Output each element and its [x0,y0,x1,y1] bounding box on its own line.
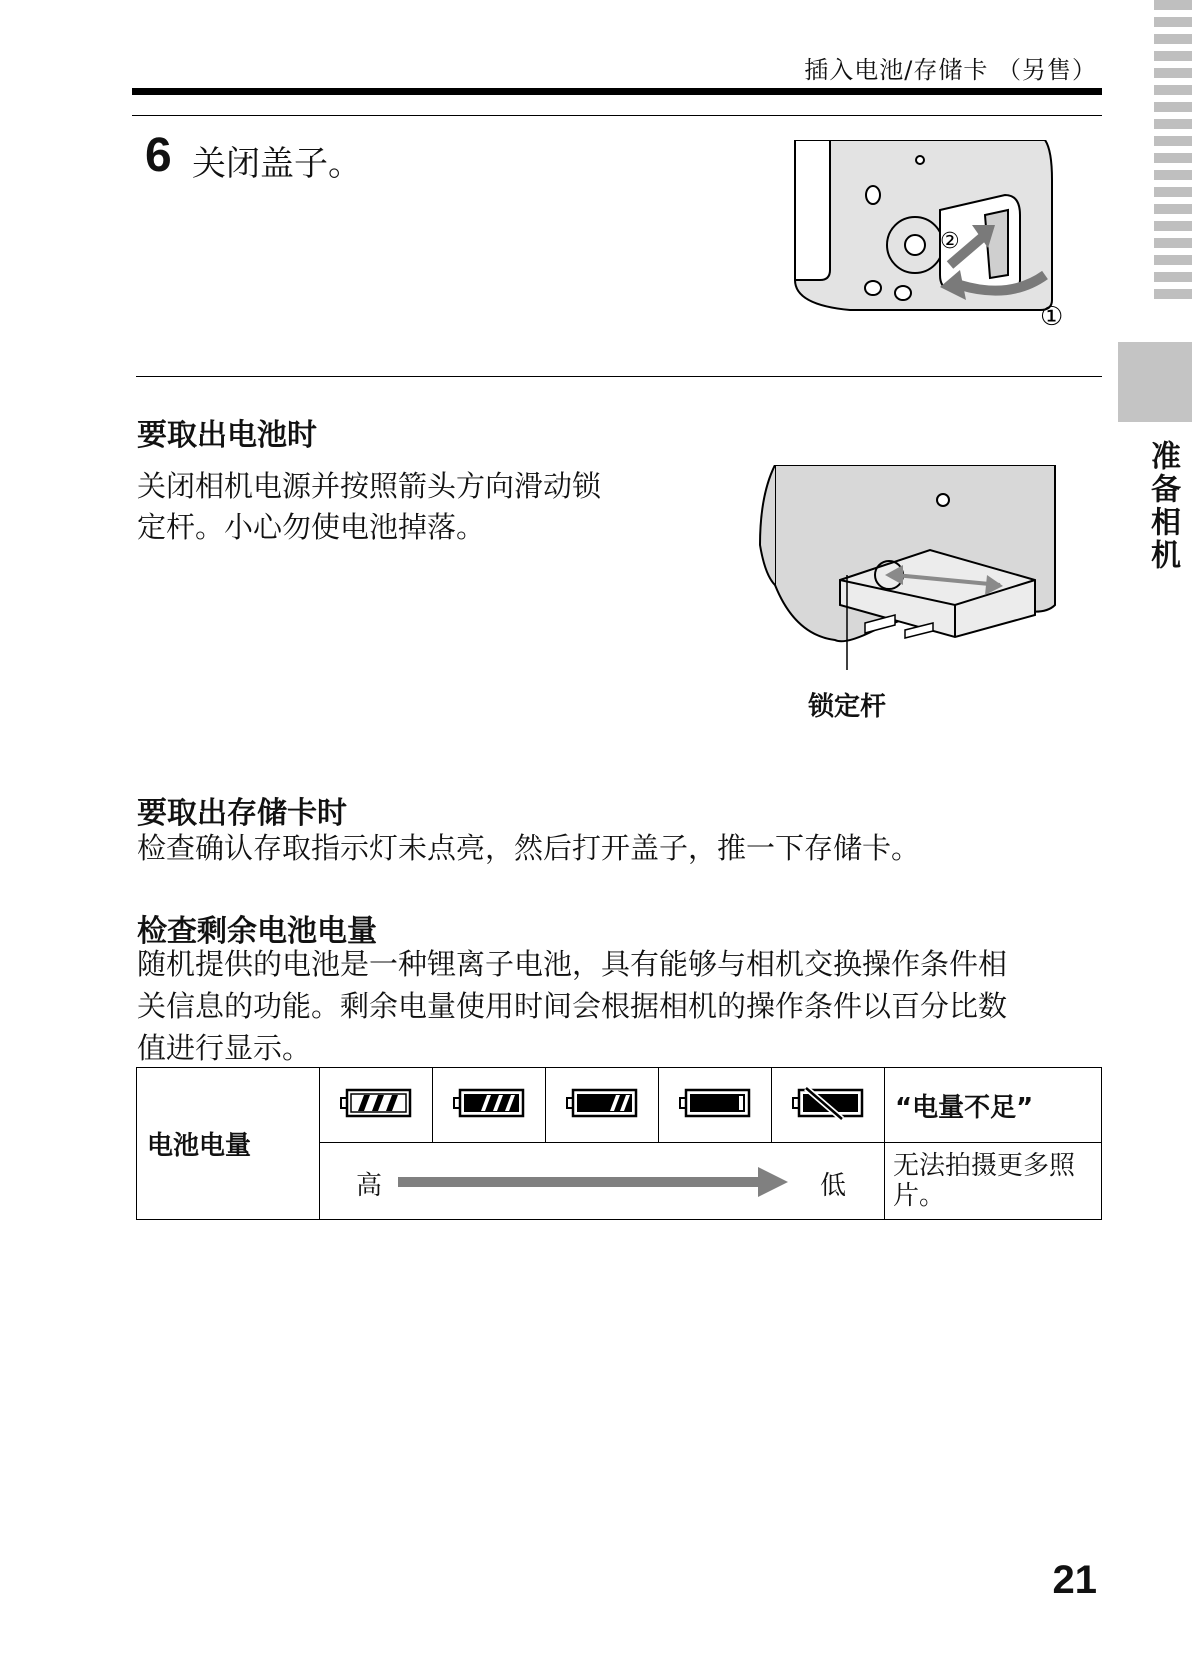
level-low-label: 低 [820,1171,847,1201]
level-high-label: 高 [356,1171,383,1201]
low-battery-description: 无法拍摄更多照片。 [885,1143,1102,1220]
step-number: 6 [145,129,172,182]
check-level-line-3: 值进行显示。 [137,1031,312,1065]
divider [136,376,1102,377]
battery-empty-icon [772,1068,885,1143]
check-level-line-1: 随机提供的电池是一种锂离子电池，具有能够与相机交换操作条件相 [137,947,1008,981]
battery-half-icon [546,1068,659,1143]
check-level-heading: 检查剩余电池电量 [137,914,377,949]
side-stripe-bar [1154,0,1192,306]
battery-removal-illustration [755,465,1075,680]
battery-full-icon [320,1068,433,1143]
close-lid-illustration [790,140,1080,340]
remove-card-heading: 要取出存储卡时 [137,796,347,831]
remove-battery-line-2: 定杆。小心勿使电池掉落。 [137,510,486,544]
step-marker-1: ① [1040,302,1064,332]
header-rule [132,88,1102,95]
step-text: 关闭盖子。 [192,144,362,184]
step-marker-2: ② [940,229,960,254]
remove-battery-line-1: 关闭相机电源并按照箭头方向滑动锁 [137,469,602,503]
section-tab [1118,342,1192,422]
check-level-line-2: 关信息的功能。剩余电量使用时间会根据相机的操作条件以百分比数 [137,989,1008,1023]
battery-low-icon [659,1068,772,1143]
lock-lever-label: 锁定杆 [808,692,887,722]
page-number: 21 [1052,1558,1097,1602]
running-header: 插入电池/存储卡 （另售） [804,56,1097,84]
remove-card-text: 检查确认存取指示灯未点亮，然后打开盖子，推一下存储卡。 [137,831,921,865]
level-scale [320,1143,885,1220]
battery-level-row-label: 电池电量 [137,1068,320,1220]
battery-level-table [136,1067,1102,1220]
battery-three-quarter-icon [433,1068,546,1143]
section-label: 准备相机 [1145,440,1180,572]
divider [132,115,1102,116]
low-battery-label: “电量不足” [885,1068,1102,1143]
remove-battery-heading: 要取出电池时 [137,418,317,453]
decreasing-arrow-icon [398,1167,788,1197]
